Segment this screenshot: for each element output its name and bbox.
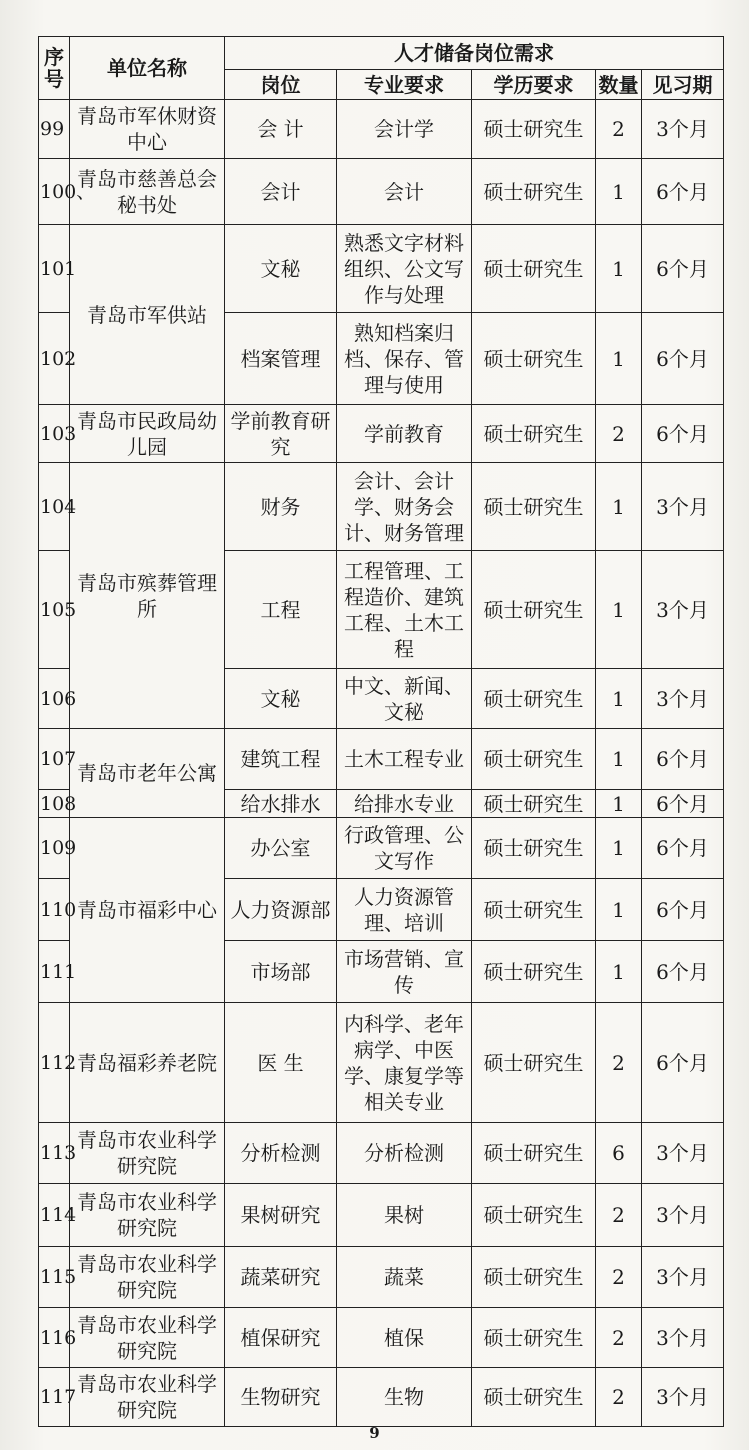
major-cell: 内科学、老年病学、中医学、康复学等相关专业 bbox=[337, 1003, 472, 1123]
major-cell: 市场营销、宣传 bbox=[337, 941, 472, 1003]
period-cell: 6个月 bbox=[642, 159, 724, 225]
count-cell: 1 bbox=[596, 463, 642, 551]
position-cell: 会计 bbox=[225, 159, 337, 225]
count-cell: 2 bbox=[596, 1368, 642, 1427]
row-number: 113 bbox=[39, 1123, 70, 1184]
major-cell: 学前教育 bbox=[337, 405, 472, 463]
count-cell: 1 bbox=[596, 818, 642, 879]
page-number: 9 bbox=[369, 1424, 380, 1442]
talent-reserve-table bbox=[38, 36, 724, 1427]
count-cell: 2 bbox=[596, 1184, 642, 1247]
position-cell: 给水排水 bbox=[225, 790, 337, 818]
position-cell: 医 生 bbox=[225, 1003, 337, 1123]
education-cell: 硕士研究生 bbox=[472, 818, 596, 879]
position-cell: 学前教育研究 bbox=[225, 405, 337, 463]
position-cell: 财务 bbox=[225, 463, 337, 551]
unit-name: 青岛市军休财资中心 bbox=[70, 100, 225, 159]
major-cell: 会计 bbox=[337, 159, 472, 225]
major-cell: 植保 bbox=[337, 1308, 472, 1368]
table-row bbox=[39, 159, 724, 225]
count-cell: 2 bbox=[596, 100, 642, 159]
unit-name: 青岛市老年公寓 bbox=[70, 729, 225, 818]
table-row bbox=[39, 225, 724, 313]
position-cell: 市场部 bbox=[225, 941, 337, 1003]
major-cell: 熟知档案归档、保存、管理与使用 bbox=[337, 313, 472, 405]
major-cell: 蔬菜 bbox=[337, 1247, 472, 1308]
major-cell: 土木工程专业 bbox=[337, 729, 472, 790]
count-cell: 1 bbox=[596, 225, 642, 313]
row-number: 103 bbox=[39, 405, 70, 463]
period-cell: 6个月 bbox=[642, 313, 724, 405]
row-number: 108 bbox=[39, 790, 70, 818]
header-education: 学历要求 bbox=[472, 70, 596, 100]
row-number: 114 bbox=[39, 1184, 70, 1247]
major-cell: 会计、会计学、财务会计、财务管理 bbox=[337, 463, 472, 551]
period-cell: 3个月 bbox=[642, 1247, 724, 1308]
unit-name: 青岛市慈善总会秘书处 bbox=[70, 159, 225, 225]
unit-name: 青岛市农业科学研究院 bbox=[70, 1368, 225, 1427]
education-cell: 硕士研究生 bbox=[472, 879, 596, 941]
count-cell: 6 bbox=[596, 1123, 642, 1184]
major-cell: 生物 bbox=[337, 1368, 472, 1427]
header-unit: 单位名称 bbox=[70, 37, 225, 100]
count-cell: 1 bbox=[596, 790, 642, 818]
period-cell: 3个月 bbox=[642, 1308, 724, 1368]
count-cell: 2 bbox=[596, 405, 642, 463]
education-cell: 硕士研究生 bbox=[472, 405, 596, 463]
header-major: 专业要求 bbox=[337, 70, 472, 100]
row-number: 116 bbox=[39, 1308, 70, 1368]
education-cell: 硕士研究生 bbox=[472, 551, 596, 669]
position-cell: 办公室 bbox=[225, 818, 337, 879]
count-cell: 1 bbox=[596, 313, 642, 405]
count-cell: 1 bbox=[596, 941, 642, 1003]
position-cell: 果树研究 bbox=[225, 1184, 337, 1247]
period-cell: 3个月 bbox=[642, 100, 724, 159]
period-cell: 6个月 bbox=[642, 225, 724, 313]
position-cell: 人力资源部 bbox=[225, 879, 337, 941]
row-number: 104 bbox=[39, 463, 70, 551]
education-cell: 硕士研究生 bbox=[472, 1368, 596, 1427]
unit-name: 青岛市军供站 bbox=[70, 225, 225, 405]
header-period: 见习期 bbox=[642, 70, 724, 100]
education-cell: 硕士研究生 bbox=[472, 941, 596, 1003]
table-row bbox=[39, 1003, 724, 1123]
table-row bbox=[39, 729, 724, 790]
row-number: 117 bbox=[39, 1368, 70, 1427]
table-row bbox=[39, 463, 724, 551]
period-cell: 6个月 bbox=[642, 405, 724, 463]
period-cell: 6个月 bbox=[642, 729, 724, 790]
unit-name: 青岛市民政局幼儿园 bbox=[70, 405, 225, 463]
row-number: 106 bbox=[39, 669, 70, 729]
unit-name: 青岛市农业科学研究院 bbox=[70, 1247, 225, 1308]
education-cell: 硕士研究生 bbox=[472, 790, 596, 818]
count-cell: 2 bbox=[596, 1308, 642, 1368]
unit-name: 青岛福彩养老院 bbox=[70, 1003, 225, 1123]
row-number: 101 bbox=[39, 225, 70, 313]
period-cell: 3个月 bbox=[642, 463, 724, 551]
position-cell: 会 计 bbox=[225, 100, 337, 159]
row-number: 115 bbox=[39, 1247, 70, 1308]
period-cell: 6个月 bbox=[642, 818, 724, 879]
header-row-top bbox=[39, 37, 724, 70]
row-number: 109 bbox=[39, 818, 70, 879]
education-cell: 硕士研究生 bbox=[472, 159, 596, 225]
table-row bbox=[39, 818, 724, 879]
position-cell: 分析检测 bbox=[225, 1123, 337, 1184]
row-number: 100、 bbox=[39, 159, 70, 225]
count-cell: 2 bbox=[596, 1003, 642, 1123]
row-number: 112 bbox=[39, 1003, 70, 1123]
education-cell: 硕士研究生 bbox=[472, 1184, 596, 1247]
header-count: 数量 bbox=[596, 70, 642, 100]
unit-name: 青岛市农业科学研究院 bbox=[70, 1123, 225, 1184]
table-row bbox=[39, 1184, 724, 1247]
major-cell: 工程管理、工程造价、建筑工程、土木工程 bbox=[337, 551, 472, 669]
major-cell: 果树 bbox=[337, 1184, 472, 1247]
table-row bbox=[39, 100, 724, 159]
unit-name: 青岛市农业科学研究院 bbox=[70, 1184, 225, 1247]
education-cell: 硕士研究生 bbox=[472, 463, 596, 551]
position-cell: 生物研究 bbox=[225, 1368, 337, 1427]
row-number: 102 bbox=[39, 313, 70, 405]
period-cell: 3个月 bbox=[642, 1123, 724, 1184]
position-cell: 建筑工程 bbox=[225, 729, 337, 790]
header-group: 人才储备岗位需求 bbox=[225, 37, 724, 70]
education-cell: 硕士研究生 bbox=[472, 1247, 596, 1308]
table-row bbox=[39, 1368, 724, 1427]
row-number: 105 bbox=[39, 551, 70, 669]
count-cell: 1 bbox=[596, 551, 642, 669]
major-cell: 会计学 bbox=[337, 100, 472, 159]
period-cell: 3个月 bbox=[642, 1368, 724, 1427]
education-cell: 硕士研究生 bbox=[472, 225, 596, 313]
position-cell: 文秘 bbox=[225, 669, 337, 729]
major-cell: 给排水专业 bbox=[337, 790, 472, 818]
position-cell: 档案管理 bbox=[225, 313, 337, 405]
education-cell: 硕士研究生 bbox=[472, 313, 596, 405]
row-number: 99 bbox=[39, 100, 70, 159]
major-cell: 熟悉文字材料组织、公文写作与处理 bbox=[337, 225, 472, 313]
unit-name: 青岛市农业科学研究院 bbox=[70, 1308, 225, 1368]
row-number: 107 bbox=[39, 729, 70, 790]
period-cell: 6个月 bbox=[642, 941, 724, 1003]
row-number: 110 bbox=[39, 879, 70, 941]
count-cell: 1 bbox=[596, 729, 642, 790]
count-cell: 1 bbox=[596, 879, 642, 941]
position-cell: 工程 bbox=[225, 551, 337, 669]
position-cell: 蔬菜研究 bbox=[225, 1247, 337, 1308]
header-position: 岗位 bbox=[225, 70, 337, 100]
education-cell: 硕士研究生 bbox=[472, 1308, 596, 1368]
major-cell: 行政管理、公文写作 bbox=[337, 818, 472, 879]
major-cell: 人力资源管理、培训 bbox=[337, 879, 472, 941]
count-cell: 2 bbox=[596, 1247, 642, 1308]
count-cell: 1 bbox=[596, 669, 642, 729]
education-cell: 硕士研究生 bbox=[472, 1003, 596, 1123]
table-row bbox=[39, 1123, 724, 1184]
count-cell: 1 bbox=[596, 159, 642, 225]
major-cell: 分析检测 bbox=[337, 1123, 472, 1184]
unit-name: 青岛市福彩中心 bbox=[70, 818, 225, 1003]
education-cell: 硕士研究生 bbox=[472, 1123, 596, 1184]
unit-name: 青岛市殡葬管理所 bbox=[70, 463, 225, 729]
period-cell: 6个月 bbox=[642, 790, 724, 818]
education-cell: 硕士研究生 bbox=[472, 729, 596, 790]
period-cell: 6个月 bbox=[642, 879, 724, 941]
header-index: 序号 bbox=[39, 37, 70, 100]
row-number: 111 bbox=[39, 941, 70, 1003]
table-row bbox=[39, 1247, 724, 1308]
period-cell: 6个月 bbox=[642, 1003, 724, 1123]
period-cell: 3个月 bbox=[642, 669, 724, 729]
period-cell: 3个月 bbox=[642, 1184, 724, 1247]
position-cell: 植保研究 bbox=[225, 1308, 337, 1368]
major-cell: 中文、新闻、文秘 bbox=[337, 669, 472, 729]
position-cell: 文秘 bbox=[225, 225, 337, 313]
education-cell: 硕士研究生 bbox=[472, 100, 596, 159]
table-row bbox=[39, 405, 724, 463]
education-cell: 硕士研究生 bbox=[472, 669, 596, 729]
table-row bbox=[39, 1308, 724, 1368]
period-cell: 3个月 bbox=[642, 551, 724, 669]
